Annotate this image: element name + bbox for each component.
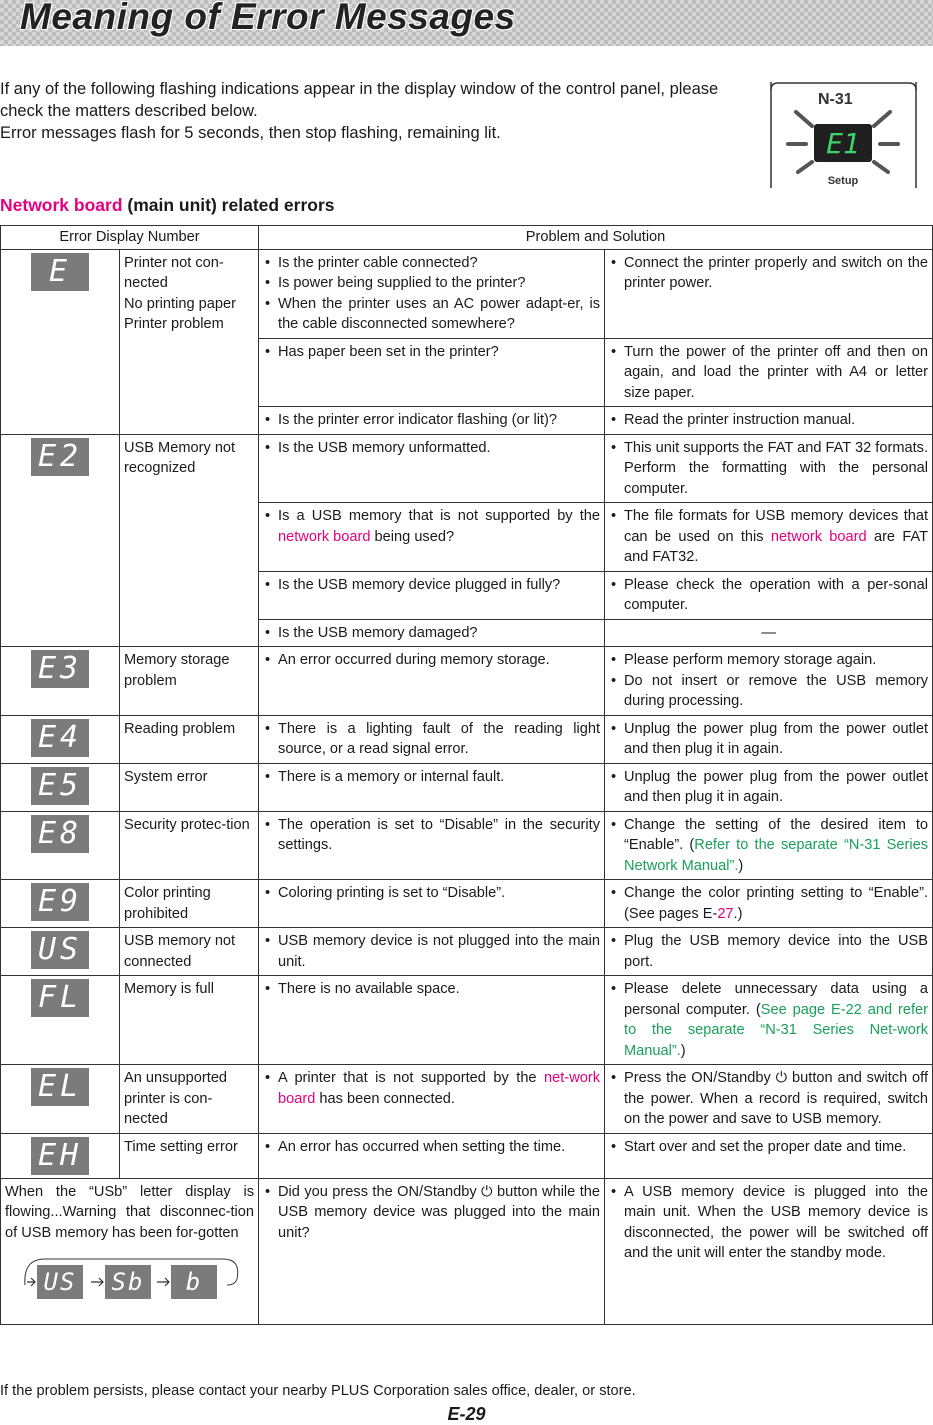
error-code-cell bbox=[1, 811, 120, 880]
table-row bbox=[1, 647, 933, 716]
solution-cell bbox=[605, 249, 933, 338]
segment-display: US bbox=[37, 1265, 83, 1299]
solution-cell bbox=[605, 763, 933, 811]
solution-cell bbox=[605, 976, 933, 1065]
error-code-cell bbox=[1, 1133, 120, 1178]
solution-cell bbox=[605, 1178, 933, 1324]
network-board-term: network board bbox=[770, 528, 867, 545]
table-row bbox=[1, 928, 933, 976]
page-number: E-29 bbox=[447, 1404, 486, 1424]
segment-display: Sb bbox=[105, 1265, 151, 1299]
segment-display: E5 bbox=[31, 767, 89, 805]
problem-item: • Is the printer error indicator flashing (or lit)? bbox=[263, 410, 600, 431]
usb-warning-cell bbox=[1, 1178, 259, 1324]
solution-item: • Turn the power of the printer off and then on again, and load the printer with A4 or letter size paper. bbox=[609, 342, 928, 404]
network-board-term: net-work board bbox=[278, 1070, 601, 1107]
panel-error-code: E1 bbox=[826, 127, 860, 160]
table-row bbox=[1, 1065, 933, 1134]
table-row bbox=[1, 715, 933, 763]
table-row bbox=[1, 976, 933, 1065]
problem-cell bbox=[259, 647, 605, 716]
solution-cell bbox=[605, 338, 933, 407]
intro-line-1: If any of the following flashing indications appear in the display window of the control panel, please check the matters described below. bbox=[0, 80, 719, 120]
usb-flow-diagram bbox=[5, 1255, 245, 1301]
solution-item: • The file formats for USB memory devices that can be used on this network board are FAT and FAT32. bbox=[609, 506, 928, 568]
error-description: Time setting error bbox=[120, 1133, 259, 1178]
page-title: Meaning of Error Messages bbox=[20, 0, 516, 37]
problem-cell bbox=[259, 811, 605, 880]
segment-display: EL bbox=[31, 1068, 89, 1106]
solution-cell bbox=[605, 880, 933, 928]
error-description: Printer not con-nected No printing paper Printer problem bbox=[120, 249, 259, 434]
table-row bbox=[1, 1133, 933, 1178]
segment-display: E3 bbox=[31, 650, 89, 688]
solution-item: • A USB memory device is plugged into the main unit. When the USB memory device is disconnected, the power will be switched off and the unit will enter the standby mode. bbox=[609, 1182, 928, 1264]
solution-cell bbox=[605, 503, 933, 572]
problem-item: • Is a USB memory that is not supported by the network board being used? bbox=[263, 506, 600, 547]
manual-reference-link: See page E-22 and refer to the separate “N-31 Series Net-work Manual”. bbox=[624, 1001, 929, 1059]
problem-item: • Did you press the ON/Standby ⏻ button while the USB memory device was plugged into the main unit? bbox=[263, 1182, 600, 1244]
solution-item: • Unplug the power plug from the power outlet and then plug it in again. bbox=[609, 767, 928, 808]
manual-reference-link: Refer to the separate “N-31 Series Network Manual”. bbox=[624, 837, 929, 874]
solution-item: • This unit supports the FAT and FAT 32 formats. Perform the formatting with the personal computer. bbox=[609, 438, 928, 500]
solution-item: • Change the setting of the desired item to “Enable”. (Refer to the separate “N-31 Series Network Manual”.) bbox=[609, 815, 928, 877]
problem-item: • Coloring printing is set to “Disable”. bbox=[263, 883, 600, 904]
problem-cell bbox=[259, 763, 605, 811]
problem-item: • There is a memory or internal fault. bbox=[263, 767, 600, 788]
error-description: USB Memory not recognized bbox=[120, 434, 259, 647]
solution-item: • Unplug the power plug from the power outlet and then plug it in again. bbox=[609, 719, 928, 760]
solution-item: • Plug the USB memory device into the USB port. bbox=[609, 931, 928, 972]
table-row bbox=[1, 880, 933, 928]
solution-cell bbox=[605, 647, 933, 716]
solution-item: • Read the printer instruction manual. bbox=[609, 410, 928, 431]
solution-item: • Start over and set the proper date and time. bbox=[609, 1137, 928, 1158]
error-description: Memory is full bbox=[120, 976, 259, 1065]
error-description: System error bbox=[120, 763, 259, 811]
error-description: An unsupported printer is con-nected bbox=[120, 1065, 259, 1134]
segment-display: E8 bbox=[31, 815, 89, 853]
table-row bbox=[1, 434, 933, 503]
footer-note: If the problem persists, please contact your nearby PLUS Corporation sales office, dealer, or store. bbox=[0, 1383, 636, 1399]
problem-item: • Is the USB memory device plugged in fully? bbox=[263, 575, 600, 596]
error-description: Color printing prohibited bbox=[120, 880, 259, 928]
intro-line-2: Error messages flash for 5 seconds, then stop flashing, remaining lit. bbox=[0, 124, 501, 142]
header-problem-solution: Problem and Solution bbox=[259, 226, 933, 250]
problem-item: • The operation is set to “Disable” in the security settings. bbox=[263, 815, 600, 856]
problem-cell bbox=[259, 1178, 605, 1324]
problem-item: • An error has occurred when setting the time. bbox=[263, 1137, 600, 1158]
problem-item: • An error occurred during memory storage. bbox=[263, 650, 600, 671]
solution-cell bbox=[605, 811, 933, 880]
error-code-cell bbox=[1, 763, 120, 811]
problem-cell bbox=[259, 571, 605, 619]
table-row bbox=[1, 249, 933, 338]
problem-item: • A printer that is not supported by the net-work board has been connected. bbox=[263, 1068, 600, 1109]
section-heading-highlight: Network board bbox=[0, 195, 123, 215]
solution-item: • Connect the printer properly and switch on the printer power. bbox=[609, 253, 928, 294]
problem-item: • Is the USB memory unformatted. bbox=[263, 438, 600, 459]
solution-item: • Press the ON/Standby ⏻ button and switch off the power. When a record is required, switch on the power and save to USB memory. bbox=[609, 1068, 928, 1130]
error-code-cell bbox=[1, 928, 120, 976]
solution-item: • Do not insert or remove the USB memory during processing. bbox=[609, 671, 928, 712]
solution-cell bbox=[605, 434, 933, 503]
problem-cell bbox=[259, 338, 605, 407]
segment-display: E 1 bbox=[31, 253, 89, 291]
solution-item: • Please delete unnecessary data using a personal computer. (See page E-22 and refer to the separate “N-31 Series Net-work Manual”.) bbox=[609, 979, 928, 1061]
error-description: Reading problem bbox=[120, 715, 259, 763]
problem-cell bbox=[259, 880, 605, 928]
problem-item: • Is the USB memory damaged? bbox=[263, 623, 600, 644]
segment-display: E9 bbox=[31, 883, 89, 921]
solution-cell bbox=[605, 715, 933, 763]
problem-item: • There is no available space. bbox=[263, 979, 600, 1000]
table-header-row bbox=[1, 226, 933, 250]
solution-cell bbox=[605, 928, 933, 976]
problem-item: • When the printer uses an AC power adapt-er, is the cable disconnected somewhere? bbox=[263, 294, 600, 335]
segment-display: US bbox=[31, 931, 89, 969]
title-band bbox=[0, 0, 933, 46]
problem-cell bbox=[259, 407, 605, 435]
problem-cell bbox=[259, 249, 605, 338]
problem-cell bbox=[259, 503, 605, 572]
solution-item: • Change the color printing setting to “Enable”. (See pages E-27.) bbox=[609, 883, 928, 924]
error-description: Memory storage problem bbox=[120, 647, 259, 716]
control-panel-illustration bbox=[770, 82, 918, 188]
error-code-cell bbox=[1, 976, 120, 1065]
solution-cell bbox=[605, 407, 933, 435]
problem-cell bbox=[259, 928, 605, 976]
problem-cell bbox=[259, 619, 605, 647]
segment-display: E4 bbox=[31, 719, 89, 757]
solution-cell: — bbox=[605, 619, 933, 647]
error-code-cell bbox=[1, 1065, 120, 1134]
problem-cell bbox=[259, 976, 605, 1065]
solution-cell bbox=[605, 571, 933, 619]
error-code-cell bbox=[1, 647, 120, 716]
error-description: Security protec-tion bbox=[120, 811, 259, 880]
section-heading bbox=[0, 195, 335, 216]
solution-item: • Please perform memory storage again. bbox=[609, 650, 928, 671]
error-description: USB memory not connected bbox=[120, 928, 259, 976]
solution-item: • Please check the operation with a per-sonal computer. bbox=[609, 575, 928, 616]
solution-cell bbox=[605, 1065, 933, 1134]
panel-setup-label: Setup bbox=[827, 175, 859, 187]
problem-item: • Has paper been set in the printer? bbox=[263, 342, 600, 363]
panel-model-label: N-31 bbox=[818, 91, 853, 108]
problem-item: • There is a lighting fault of the reading light source, or a read signal error. bbox=[263, 719, 600, 760]
error-code-cell bbox=[1, 880, 120, 928]
table-row bbox=[1, 811, 933, 880]
intro-text bbox=[0, 78, 742, 144]
section-heading-rest: (main unit) related errors bbox=[122, 195, 335, 215]
usb-warning-description: When the “USb” letter display is flowing...Warning that disconnec-tion of USB memory has been for-gotten bbox=[5, 1183, 255, 1241]
segment-display: EH bbox=[31, 1137, 89, 1175]
problem-cell bbox=[259, 434, 605, 503]
problem-item: • Is the printer cable connected? bbox=[263, 253, 600, 274]
error-table bbox=[0, 225, 933, 1325]
problem-cell bbox=[259, 1065, 605, 1134]
error-code-cell bbox=[1, 715, 120, 763]
segment-display: E2 bbox=[31, 438, 89, 476]
table-row bbox=[1, 763, 933, 811]
error-code-cell bbox=[1, 249, 120, 434]
problem-cell bbox=[259, 1133, 605, 1178]
network-board-term: network board bbox=[278, 528, 371, 545]
page-reference: 27 bbox=[717, 905, 734, 922]
problem-item: • Is power being supplied to the printer? bbox=[263, 273, 600, 294]
problem-item: • USB memory device is not plugged into the main unit. bbox=[263, 931, 600, 972]
segment-display: FL bbox=[31, 979, 89, 1017]
problem-cell bbox=[259, 715, 605, 763]
segment-display: b bbox=[171, 1265, 217, 1299]
error-code-cell bbox=[1, 434, 120, 647]
table-row bbox=[1, 1178, 933, 1324]
solution-cell bbox=[605, 1133, 933, 1178]
header-error-number: Error Display Number bbox=[1, 226, 259, 250]
